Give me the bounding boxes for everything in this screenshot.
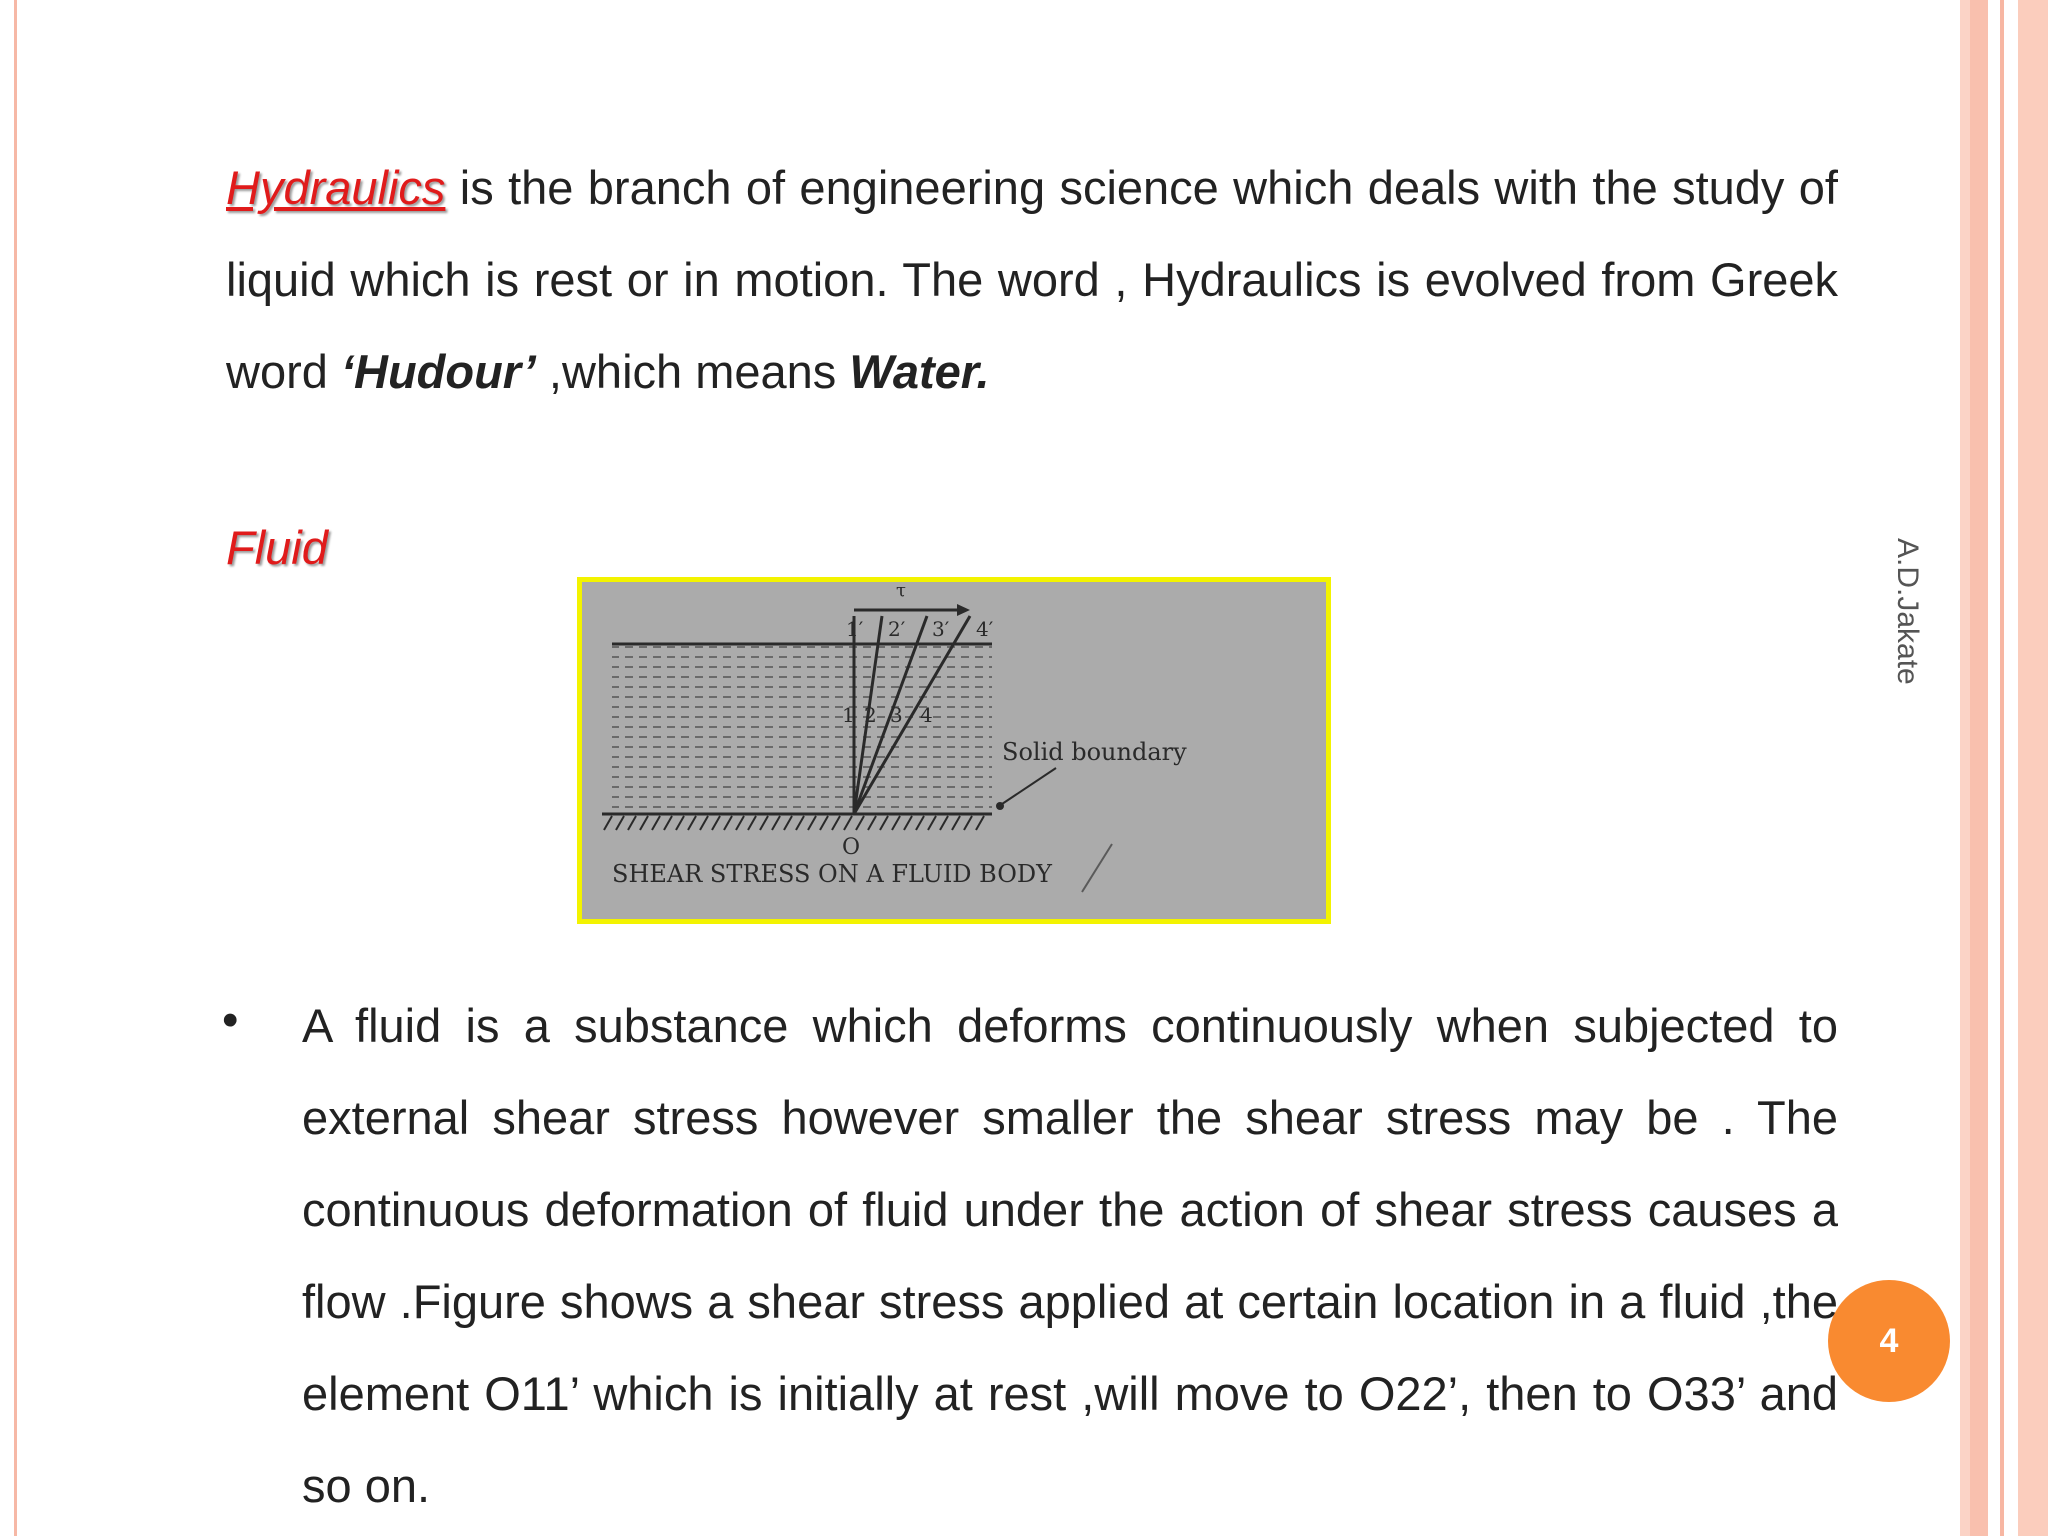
solid-boundary-label: Solid boundary — [1002, 738, 1187, 766]
top-label-2: 2′ — [888, 617, 906, 641]
intro-paragraph — [226, 142, 1838, 418]
shear-stress-diagram — [582, 582, 1326, 919]
right-border-stripe — [1970, 0, 1988, 1536]
left-border-line — [14, 0, 17, 1536]
fluid-body-hatching — [612, 644, 992, 814]
line-label-4: 4 — [920, 703, 933, 727]
page-number-badge: 4 — [1828, 1280, 1950, 1402]
top-label-4: 4′ — [976, 617, 994, 641]
origin-label: O — [842, 835, 861, 860]
boundary-pointer-dot — [996, 802, 1004, 810]
section-heading-fluid: Fluid — [226, 521, 328, 574]
author-vertical-label — [1888, 538, 1948, 718]
top-label-1: 1′ — [846, 617, 864, 641]
line-label-3: 3 — [890, 703, 903, 727]
line-label-1: 1 — [842, 703, 855, 727]
greek-word: ‘Hudour’ — [340, 345, 536, 398]
author-name: A.D.Jakate — [1891, 538, 1924, 685]
meaning-word: Water. — [849, 345, 990, 398]
shear-stress-figure — [577, 577, 1331, 924]
intro-text-part1: is the branch of engineering science which deals with the study of liquid which is rest or in motion. The word , Hydraulics is evolved from Greek word — [226, 161, 1838, 398]
right-border-stripe — [1960, 0, 1970, 1536]
bullet-marker: • — [222, 993, 239, 1046]
right-border-stripe — [2000, 0, 2004, 1536]
hydraulics-term: Hydraulics — [226, 161, 446, 214]
top-label-3: 3′ — [932, 617, 950, 641]
right-border-stripe — [2018, 0, 2048, 1536]
intro-text-part2: ,which means — [535, 345, 850, 398]
figure-caption: SHEAR STRESS ON A FLUID BODY — [612, 860, 1053, 888]
line-label-2: 2 — [864, 703, 877, 727]
bullet-paragraph: A fluid is a substance which deforms continuously when subjected to external shear stress however smaller the shear stress may be . The continuous deformation of fluid under the action of shear stress causes a flow .Figure shows a shear stress applied at certain location in a fluid ,the element O11’ which is initially at rest ,will move to O22’, then to O33’ and so on. — [302, 999, 1838, 1512]
tau-label: τ — [896, 582, 906, 601]
